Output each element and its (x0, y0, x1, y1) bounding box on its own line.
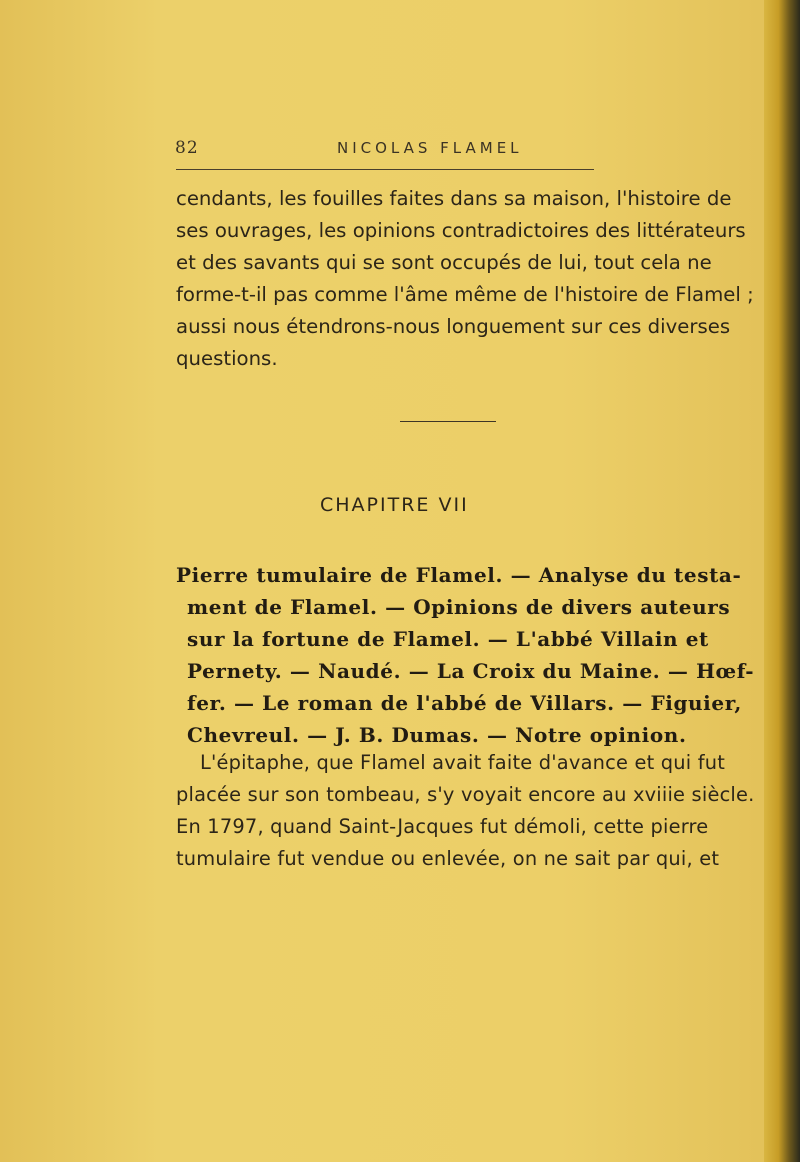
text-line: aussi nous étendrons-nous longuement sur ces diverses (176, 315, 731, 338)
text-line: L'épitaphe, que Flamel avait faite d'avance et qui fut (200, 751, 726, 774)
text-line: tumulaire fut vendue ou enlevée, on ne sait par qui, et (176, 847, 720, 870)
summary-line: sur la fortune de Flamel. — L'abbé Villain et (187, 627, 709, 651)
text-line: questions. (176, 347, 278, 370)
summary-line: ment de Flamel. — Opinions de divers auteurs (187, 595, 731, 619)
text-line: cendants, les fouilles faites dans sa maison, l'histoire de (176, 187, 732, 210)
page-number: 82 (175, 138, 199, 158)
header-rule (176, 169, 594, 170)
paragraph-2 (176, 747, 755, 875)
chapter-summary (176, 559, 754, 751)
text-line: placée sur son tombeau, s'y voyait encore au xviiie siècle. (176, 783, 755, 806)
summary-line: Chevreul. — J. B. Dumas. — Notre opinion. (187, 723, 687, 747)
page-edge-shadow (764, 0, 800, 1162)
running-title: NICOLAS FLAMEL (337, 139, 523, 157)
running-header (175, 134, 595, 158)
chapter-heading: CHAPITRE VII (320, 494, 469, 516)
text-line: ses ouvrages, les opinions contradictoires des littérateurs (176, 219, 746, 242)
section-divider (400, 421, 496, 422)
text-line: forme-t-il pas comme l'âme même de l'histoire de Flamel ; (176, 283, 754, 306)
summary-line: Pierre tumulaire de Flamel. — Analyse du testa- (176, 563, 742, 587)
text-line: En 1797, quand Saint-Jacques fut démoli, cette pierre (176, 815, 709, 838)
text-line: et des savants qui se sont occupés de lui, tout cela ne (176, 251, 712, 274)
summary-line: fer. — Le roman de l'abbé de Villars. — Figuier, (187, 691, 742, 715)
paragraph-1 (176, 183, 754, 375)
summary-line: Pernety. — Naudé. — La Croix du Maine. — Hœf- (187, 659, 755, 683)
